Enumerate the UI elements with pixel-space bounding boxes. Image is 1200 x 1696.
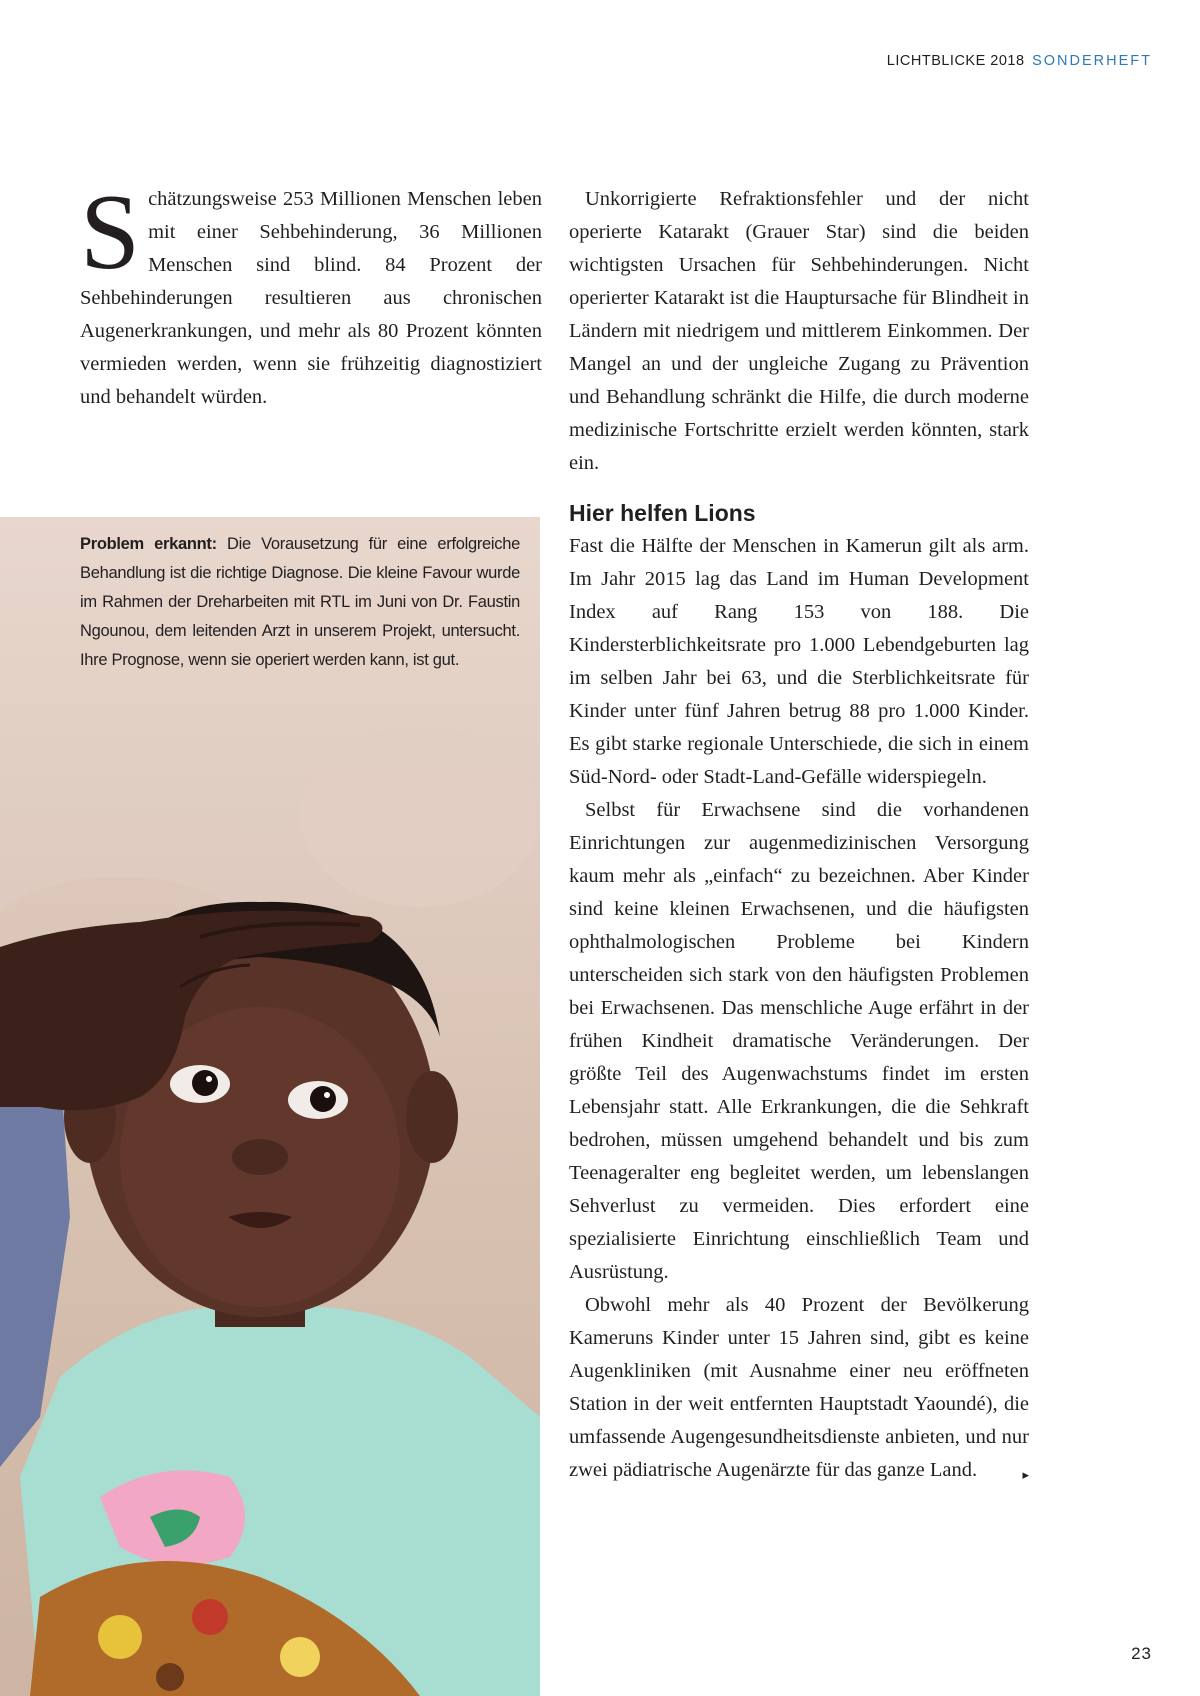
section-title: SONDERHEFT (1032, 53, 1152, 69)
subheading: Hier helfen Lions (569, 500, 756, 526)
child-illustration (0, 517, 540, 1696)
running-header (887, 53, 1152, 69)
magazine-title: LICHTBLICKE 2018 (886, 53, 1025, 69)
right-column (569, 183, 1029, 1491)
paragraph-clinics (569, 1289, 1029, 1487)
caption-text: Die Vorausetzung für eine erfolgreiche Behandlung ist die richtige Diagnose. Die kleine Favour wurde im Rahmen der Dreharbeiten mit RTL im Juni von Dr. Faustin Ngounou, dem leitenden Arzt in unserem Projekt, untersucht. Ihre Prognose, wenn sie operiert werden kann, ist gut. (80, 535, 520, 669)
continue-arrow-icon: ▸ (1022, 1467, 1029, 1482)
paragraph-clinics-text: Obwohl mehr als 40 Prozent der Bevölkerung Kameruns Kinder unter 15 Jahren sind, gibt es keine Augenkliniken (mit Ausnahme einer neu eröffneten Station in der weit entfernten Hauptstadt Yaoundé), die umfassende Augengesundheitsdienste anbieten, und nur zwei pädiatrische Augenärzte für das ganze Land. (569, 1294, 1029, 1481)
paragraph-cameroon: Fast die Hälfte der Menschen in Kamerun gilt als arm. Im Jahr 2015 lag das Land im Human Development Index auf Rang 153 von 188. Die Kindersterblichkeitsrate pro 1.000 Lebendgeburten lag im selben Jahr bei 63, und die Sterblichkeitsrate für Kinder unter fünf Jahren betrug 88 pro 1.000 Kinder. Es gibt starke regionale Unterschiede, die sich in einem Süd-Nord- oder Stadt-Land-Gefälle widerspiegeln. (569, 535, 1029, 788)
caption-lead: Problem erkannt: (80, 535, 217, 553)
photo-caption (80, 530, 520, 675)
page-number: 23 (1131, 1644, 1152, 1663)
paragraph-children: Selbst für Erwachsene sind die vorhandenen Einrichtungen zur augenmedizinischen Versorgung kaum mehr als „einfach“ zu bezeichnen. Aber Kinder sind keine kleinen Erwachsenen, und die häufigsten ophthalmologischen Probleme bei Kindern unterscheiden sich stark von den häufigsten Problemen bei Erwachsenen. Das menschliche Auge erfährt in der frühen Kindheit dramatische Veränderungen. Der größte Teil des Augenwachstums findet im ersten Lebensjahr statt. Alle Erkrankungen, die die Sehkraft bedrohen, müssen umgehend behandelt und bis zum Teenageralter eng begleitet werden, um lebenslangen Sehverlust zu vermeiden. Dies erfordert eine spezialisierte Einrichtung einschließlich Team und Ausrüstung. (569, 799, 1029, 1283)
child-photo (0, 517, 540, 1696)
intro-paragraph: chätzungsweise 253 Millionen Menschen leben mit einer Sehbehinderung, 36 Millionen Menschen sind blind. 84 Prozent der Sehbehinderungen resultieren aus chronischen Augenerkrankungen, und mehr als 80 Prozent könnten vermieden werden, wenn sie frühzeitig diagnostiziert und behandelt würden. (80, 188, 542, 408)
drop-cap: S (80, 173, 141, 292)
paragraph-causes: Unkorrigierte Refraktionsfehler und der nicht operierte Katarakt (Grauer Star) sind die beiden wichtigsten Ursachen für Sehbehinderungen. Nicht operierter Katarakt ist die Hauptursache für Blindheit in Ländern mit niedrigem und mittlerem Einkommen. Der Mangel an und der ungleiche Zugang zu Prävention und Behandlung schränkt die Hilfe, die durch moderne medizinische Fortschritte erzielt werden könnten, stark ein. (569, 188, 1029, 474)
intro-column (80, 173, 542, 414)
